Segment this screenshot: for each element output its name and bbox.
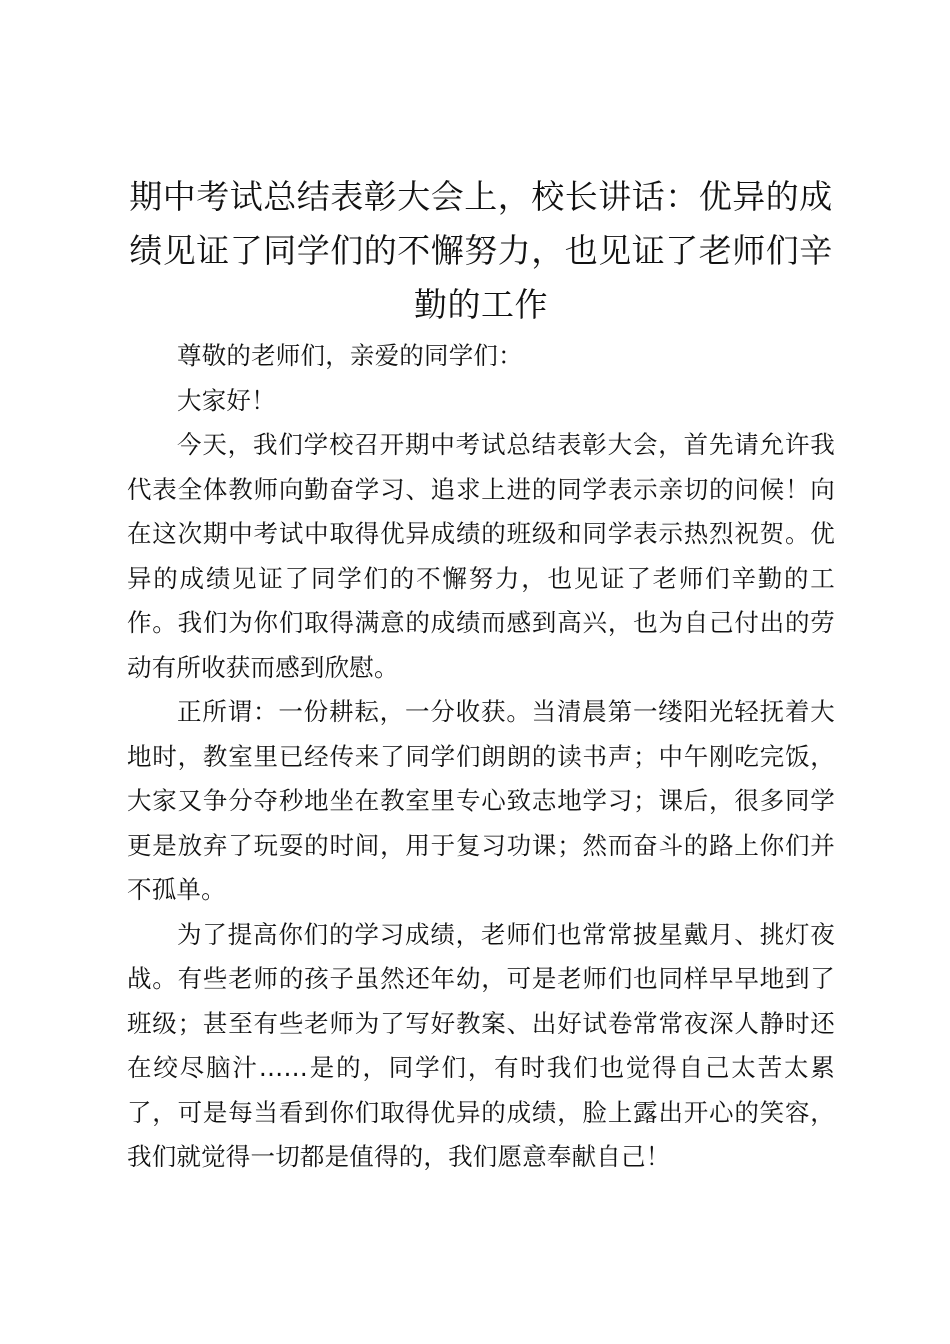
body-paragraph-1: 今天，我们学校召开期中考试总结表彰大会，首先请允许我代表全体教师向勤奋学习、追求上进的同学表示亲切的问候！向在这次期中考试中取得优异成绩的班级和同学表示热烈祝贺。优异的成绩见证了同学们的不懈努力，也见证了老师们辛勤的工作。我们为你们取得满意的成绩而感到高兴，也为自己付出的劳动有所收获而感到欣慰。 xyxy=(127,430,835,682)
document-title: 期中考试总结表彰大会上，校长讲话：优异的成绩见证了同学们的不懈努力，也见证了老师们辛勤的工作 xyxy=(129,177,833,324)
document-page xyxy=(127,170,835,1180)
body-paragraph-3: 为了提高你们的学习成绩，老师们也常常披星戴月、挑灯夜战。有些老师的孩子虽然还年幼，可是老师们也同样早早地到了班级；甚至有些老师为了写好教案、出好试卷常常夜深人静时还在绞尽脑汁……是的，同学们，有时我们也觉得自己太苦太累了，可是每当看到你们取得优异的成绩，脸上露出开心的笑容，我们就觉得一切都是值得的，我们愿意奉献自己！ xyxy=(127,919,835,1171)
greeting-paragraph: 大家好！ xyxy=(177,385,276,415)
salutation-paragraph: 尊敬的老师们，亲爱的同学们： xyxy=(177,341,523,370)
body-paragraph-2: 正所谓：一份耕耘，一分收获。当清晨第一缕阳光轻抚着大地时，教室里已经传来了同学们朗朗的读书声；中午刚吃完饭，大家又争分夺秒地坐在教室里专心致志地学习；课后，很多同学更是放弃了玩耍的时间，用于复习功课；然而奋斗的路上你们并不孤单。 xyxy=(127,697,835,904)
